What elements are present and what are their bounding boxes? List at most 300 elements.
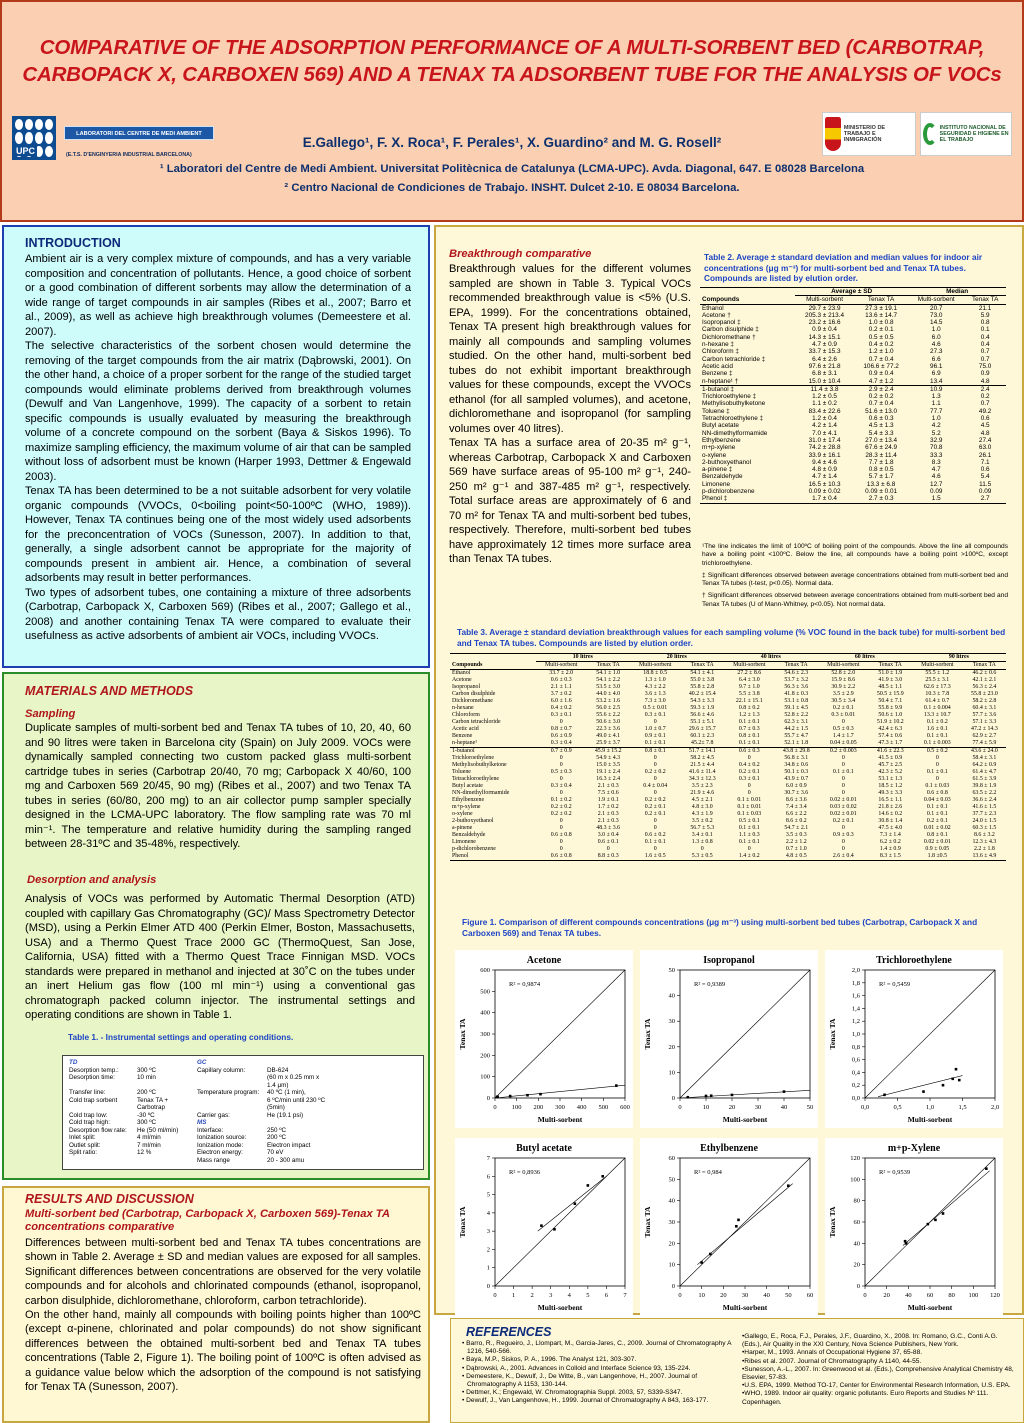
table-cell: 41.8 ± 0.3 xyxy=(784,691,809,697)
table-cell: 1.4 ± 0.2 xyxy=(738,853,760,859)
table1-td-label: Cold trap sorbent xyxy=(69,1096,118,1104)
y-tick-label: 20 xyxy=(853,1261,860,1269)
x-tick-label: 1 xyxy=(511,1292,516,1299)
introduction-text xyxy=(25,252,411,644)
data-point xyxy=(955,1068,958,1071)
table-row xyxy=(450,790,1006,797)
table-cell: 6.6 ± 2.2 xyxy=(785,811,807,817)
table-cell: 56.7 ± 5.3 xyxy=(690,825,715,831)
table-cell: 0.6 ± 0.9 xyxy=(550,733,572,739)
table-cell: 56.3 ± 2.4 xyxy=(972,684,997,690)
x-tick-label: 40 xyxy=(763,1292,770,1299)
table-cell: 37.7 ± 2.3 xyxy=(972,811,997,817)
table1-td-value: 300 ºC xyxy=(137,1066,157,1074)
y-tick-label: 20 xyxy=(668,1240,675,1248)
table-cell: 47.5 ± 4.0 xyxy=(878,825,903,831)
x-axis-label: Multi-sorbent xyxy=(907,1303,953,1312)
table-cell: 0 xyxy=(841,762,845,768)
reference-item: •U.S. EPA, 1999. Method TO-17, Center for Environmental Research Information, U.S. EPA. xyxy=(742,1382,1011,1390)
table-cell: 0.2 ± 0.1 xyxy=(832,705,854,711)
table-cell: 7.3 ± 1.4 xyxy=(879,832,901,838)
table-cell: 3.0 ± 0.4 xyxy=(597,832,619,838)
table-cell: 14.3 ± 15.1 xyxy=(808,333,841,341)
desorption-text: Analysis of VOCs was performed by Automatic Thermal Desorption (ATD) coupled with capillary Gas Chromatography (GC)/ Mass Spectrometry Detector (MSD), using a Perkin Elmer ATD 400 (Perkin Elmer, Boston, Massachusetts, USA) and a Thermo Quest Trace 2000 GC (ThermoQuest, San Jose, California, USA) fitted with a Thermo Quest Trace Finnigan MSD. VOCs standards were prepared in methanol and injected at 30˚C on the tubes under an inert Helium gas flow (100 ml min⁻¹) using a conventional gas chromatograph packed column injector. The instrumental settings and operating conditions are shown in Table 1. xyxy=(25,893,415,1021)
table-cell: 4.7 ± 1.4 xyxy=(812,473,837,481)
table2-note: ¹The line indicates the limit of 100ºC of boiling point of the compounds. Above the line all compounds have a boiling point <100ºC. Below the line, all compounds have a boiling point >100ºC, except trichloroethylene. xyxy=(702,543,1008,567)
methods-heading: MATERIALS AND METHODS xyxy=(25,684,194,698)
y-tick-label: 4 xyxy=(486,1209,490,1217)
table1-caption: Table 1. - Instrumental settings and operating conditions. xyxy=(68,1032,294,1042)
compound-name: Phenol ‡ xyxy=(702,495,728,503)
table3-col-ms: Multi-sorbent xyxy=(733,662,766,668)
table-row xyxy=(700,348,1006,355)
table1-ms-label: Ionization mode: xyxy=(197,1141,244,1149)
table3-col-tenax: Tenax TA xyxy=(690,662,714,668)
table-cell: 55.5 ± 1.2 xyxy=(925,670,950,676)
table-cell: 11.5 xyxy=(979,480,992,488)
table-cell: 16.5 ± 1.1 xyxy=(878,797,903,803)
table-cell: 3.6 ± 1.3 xyxy=(644,691,666,697)
table-row xyxy=(700,400,1006,407)
table-row xyxy=(450,776,1006,783)
chart-title: Butyl acetate xyxy=(516,1143,572,1154)
y-tick-label: 1,4 xyxy=(851,1005,860,1013)
table-cell: 57.1 ± 3.3 xyxy=(972,719,997,725)
table-cell: 32.9 xyxy=(930,436,943,444)
table-cell: 1.2 ± 0.4 xyxy=(812,415,837,423)
table-cell: 0 xyxy=(559,846,563,852)
table-row xyxy=(450,825,1006,832)
table-cell: 63.0 xyxy=(978,444,992,452)
table-cell: 3.5 ± 2.9 xyxy=(832,691,854,697)
table-cell: 33.7 ± 15.3 xyxy=(808,348,841,356)
intro-paragraph: Tenax TA has been determined to be a not suitable adsorbent for very volatile organic compounds (VVOCs, 0<boiling point<50-100ºC (WHO, 1989)). However, Tenax TA continues being one of the most widely used adsorbents for the preconcentration of VOCs (Sunesson, 2007). In addition to that, generally, a single adsorbent cannot be appropriate for the majority of compounds present in ambient air. Hence, a combination of several adsorbents may result in better performances. xyxy=(25,485,411,584)
table2-col-compounds: Compounds xyxy=(702,296,740,304)
table-cell: 0.03 ± 0.02 xyxy=(829,804,857,810)
table-cell: 0.09 ± 0.01 xyxy=(865,488,898,496)
compound-name: Dichloromethane xyxy=(452,698,493,704)
table-cell: 4.8 ± 0.5 xyxy=(785,853,807,859)
table-cell: 0.6 ± 0.8 xyxy=(926,790,948,796)
table-cell: 0.6 ± 0.8 xyxy=(550,832,572,838)
table-cell: 42.3 ± 5.2 xyxy=(878,769,903,775)
table-cell: 0.3 ± 0.01 xyxy=(831,712,856,718)
table-cell: 12.7 xyxy=(930,480,943,488)
table3-col-compounds: Compounds xyxy=(452,661,483,668)
table1-td-label: Split ratio: xyxy=(69,1149,97,1156)
y-tick-label: 300 xyxy=(480,1031,490,1038)
table-cell: 14.5 xyxy=(930,319,943,327)
table-cell: 97.6 ± 21.8 xyxy=(808,362,841,370)
table-cell: 53.7 ± 3.2 xyxy=(784,677,809,683)
table-cell: 0 xyxy=(841,825,845,831)
y-tick-label: 50 xyxy=(668,1176,675,1184)
table-cell: 51.6 ± 13.0 xyxy=(865,407,898,415)
table-cell: 45.9 ± 15.2 xyxy=(594,748,622,754)
table-cell: 0.04 ± 0.03 xyxy=(923,797,951,803)
table-cell: 59.1 ± 4.5 xyxy=(784,705,809,711)
table-row xyxy=(450,797,1006,804)
table-cell: 4.3 ± 1.9 xyxy=(691,811,713,817)
x-tick-label: 4 xyxy=(567,1292,571,1299)
table-cell: 15.0 ± 3.5 xyxy=(596,762,621,768)
table-cell: 0.1 ± 0.2 xyxy=(926,719,948,725)
table-cell: 45.2± 7.8 xyxy=(691,740,714,746)
table-cell: 13.4 xyxy=(930,377,943,385)
table2-group-median: Median xyxy=(908,288,1006,296)
data-point xyxy=(942,1084,945,1087)
y-tick-label: 2 xyxy=(486,1246,490,1254)
compound-name: n-heptane¹ xyxy=(452,740,477,746)
table-cell: 1.5 xyxy=(931,495,941,503)
table-cell: 22.3 ± 3.6 xyxy=(596,726,621,732)
spain-shield-icon xyxy=(825,117,841,151)
table-row xyxy=(700,356,1006,363)
table-cell: 50.4 ± 7.1 xyxy=(878,698,903,704)
table-cell: 0.1 ± 0.1 xyxy=(738,839,760,845)
table-cell: 48.3 ± 3.6 xyxy=(596,825,621,831)
table-cell: 4.5 ± 2.1 xyxy=(691,797,713,803)
y-axis-label: Tenax TA xyxy=(828,1206,837,1238)
table-row xyxy=(700,378,1006,386)
table-cell: 57.4 ± 0.6 xyxy=(878,733,903,739)
x-tick-label: 120 xyxy=(990,1292,1000,1299)
table-row xyxy=(700,370,1006,377)
table-cell: 96.1 xyxy=(930,362,943,370)
data-point xyxy=(509,1095,512,1098)
results-text xyxy=(25,1236,421,1394)
table-cell: 0.8 ± 0.2 xyxy=(738,705,760,711)
table1-td-label: Desorption time: xyxy=(69,1074,115,1081)
results-subheading: Multi-sorbent bed (Carbotrap, Carbopack X, Carboxen 569)-Tenax TA concentrations comparative xyxy=(25,1208,390,1233)
table-cell: 7.0 ± 4.1 xyxy=(812,429,837,437)
table-cell: 1.6 ± 0.1 xyxy=(926,726,948,732)
compound-name: Limonene xyxy=(702,480,731,488)
table-cell: 1.1 ± 0.3 xyxy=(738,832,760,838)
table-cell: 61.5 ± 3.9 xyxy=(972,776,997,782)
compound-name: Butyl acetate xyxy=(702,422,739,430)
table-cell: 0.4 ± 0.2 xyxy=(550,705,572,711)
table-cell: 1.7 ± 0.2 xyxy=(597,804,619,810)
table-row xyxy=(700,430,1006,437)
table2-group-average: Average ± SD xyxy=(795,288,908,296)
x-tick-label: 2 xyxy=(530,1292,534,1299)
reference-item: • Dąbrowski, A., 2001. Advances in Colloid and Interface Science 93, 135-224. xyxy=(462,1364,691,1372)
table-row xyxy=(450,853,1006,861)
table-cell: 60.3 ± 1.5 xyxy=(972,825,997,831)
table-cell: 58.2 ± 4.5 xyxy=(690,755,715,761)
chart-title: m+p-Xylene xyxy=(887,1143,941,1154)
sampling-text: Duplicate samples of multi-sorbent bed and Tenax TA tubes of 10, 20, 40, 60 and 90 litres were taken in Barcelona city (Spain) on July 2009. VOCs were dynamically sampled connecting two custom packed glass multi-sorbent cartridge tubes in series (Carbotrap 20/40, 70 mg; Carbopack X 40/60, 100 mg and Carboxen 569 20/45, 90 mg) (Ribes et al., 2007) and two Tenax TA tubes in series (60/80, 200 mg) to an air collector pump sampler specially designed in the LCMA-UPC laboratory. The flow sampling rate was 70 ml min⁻¹. The temperature and relative humidity during the sampling ranged between 28-31ºC and 35-48%, respectively. xyxy=(25,722,411,850)
table-cell: 0.8 ± 0.1 xyxy=(926,832,948,838)
table-cell: 0 xyxy=(606,846,610,852)
compound-name: Chloroform xyxy=(452,712,480,718)
table-cell: 10.3 ± 7.8 xyxy=(925,691,950,697)
table-row xyxy=(700,319,1006,326)
table-cell: 12.3 ± 4.3 xyxy=(972,839,997,845)
table1-ms-label: Electron energy: xyxy=(197,1149,243,1156)
table2-notes xyxy=(702,543,1008,609)
table-cell: 24.0 ± 1.5 xyxy=(972,818,997,824)
table-cell: 0.1 ± 0.1 xyxy=(832,769,854,775)
table-cell: 0.1 ± 0.1 xyxy=(644,839,666,845)
results-heading: RESULTS AND DISCUSSION xyxy=(25,1192,194,1206)
intro-paragraph: The selective characteristics of the sorbent chosen would determine the removing of the target compounds from the air matrix (Dąbrowski, 2001). On the other hand, a choice of a proper sorbent for the range of the studied target compounds would eliminate problems derived from breakthrough volumes (Dewulf and Van Langenhove, 1999). The capacity of a sorbent to retain specific compounds is usually evaluated by measuring the breakthrough volume of a concrete compound on the sorbent (Baya & Siskos 1996). To maximize sampling efficiency, the maximum volume of air that can be sampled without loss of adsorbent must be known (Harper 1993, Dettmer & Engewald 2003). xyxy=(25,340,411,483)
sampling-heading: Sampling xyxy=(25,708,76,720)
data-point xyxy=(958,1079,961,1082)
y-tick-label: 30 xyxy=(668,1219,675,1226)
table-row xyxy=(450,726,1006,733)
data-point xyxy=(687,1096,690,1099)
table-cell: 2.1 ± 0.3 xyxy=(597,783,619,789)
table-cell: 0 xyxy=(841,755,845,761)
data-point xyxy=(787,1184,790,1187)
table-cell: 63.5 ± 2.2 xyxy=(972,790,997,796)
y-tick-label: 0,8 xyxy=(851,1043,860,1051)
table-cell: 52.8 ± 2.2 xyxy=(784,712,809,718)
table-cell: 56.6 ± 4.6 xyxy=(690,712,715,718)
table-cell: 3.7 ± 0.2 xyxy=(550,691,572,697)
reference-item: • Demeestere, K., Dewulf, J., De Witte, B., van Langenhove, H., 2007. Journal of Chromatography A 1153, 130-144. xyxy=(462,1372,698,1389)
table-cell: 40.2 ± 15.4 xyxy=(688,691,716,697)
table-cell: 75.0 xyxy=(978,362,992,370)
compound-name: Carbon tetrachloride ‡ xyxy=(702,355,766,363)
table-cell: 1.6 ± 0.5 xyxy=(644,853,666,859)
table-row xyxy=(450,719,1006,726)
table-cell: 5.4 xyxy=(980,473,990,481)
x-tick-label: 3 xyxy=(549,1292,553,1299)
table-cell: 0.6 ± 0.3 xyxy=(550,677,572,683)
table-cell: 21.1 xyxy=(978,304,992,312)
table-cell: 0.2 ± 0.1 xyxy=(644,804,666,810)
y-tick-label: 3 xyxy=(486,1228,490,1236)
table2-col-tenax: Tenax TA xyxy=(971,296,999,304)
table-row xyxy=(700,422,1006,429)
compound-name: n-hexane ‡ xyxy=(702,341,734,349)
table-cell: 55.0 ± 3.8 xyxy=(690,677,715,683)
table-cell: 53.1 ± 1.3 xyxy=(878,776,903,782)
table-cell: 0.8 ± 0.5 xyxy=(868,466,894,474)
table1-td-label: Desorption flow rate: xyxy=(69,1126,127,1134)
table2-col-tenax: Tenax TA xyxy=(867,296,895,304)
table-cell: 54.9 ± 4.3 xyxy=(596,755,621,761)
table-cell: 0.1 ± 0.01 xyxy=(737,797,762,803)
introduction-heading: INTRODUCTION xyxy=(25,236,121,250)
table-cell: 43.8 ± 29.8 xyxy=(782,748,810,754)
table-cell: 4.3 ± 2.2 xyxy=(644,684,666,690)
compound-name: Tetrachloroethylene xyxy=(452,776,500,782)
table-cell: 50.1 ± 0.3 xyxy=(784,769,809,775)
table-cell: 0.5 ± 0.01 xyxy=(643,705,668,711)
table-row xyxy=(700,473,1006,480)
table-cell: 7.4 ± 3.4 xyxy=(785,804,807,810)
table-cell: 205.3 ± 213.4 xyxy=(805,311,845,319)
table-cell: 0 xyxy=(559,790,563,796)
table-cell: 0.1 ± 0.01 xyxy=(737,804,762,810)
x-tick-label: 300 xyxy=(555,1104,565,1111)
table-cell: 25.5 ± 3.1 xyxy=(925,677,950,683)
table-cell: 0.5 ± 0.3 xyxy=(832,726,854,732)
table-cell: 41.5 ± 0.9 xyxy=(878,755,903,761)
table-cell: 4.6 xyxy=(931,341,941,349)
table-row xyxy=(700,452,1006,459)
table-cell: 4.2 ± 1.4 xyxy=(812,422,837,430)
x-tick-label: 600 xyxy=(620,1104,630,1111)
table-cell: 0.02 ± 0.01 xyxy=(829,811,857,817)
table-cell: 74.2 ± 28.8 xyxy=(808,444,841,452)
table-cell: 4.7 xyxy=(931,466,941,474)
chart-svg xyxy=(455,950,633,1128)
table-cell: 33.3 xyxy=(930,451,943,459)
table-cell: 55.7 ± 4.7 xyxy=(784,733,809,739)
compound-name: Limonene xyxy=(452,839,476,845)
x-tick-label: 20 xyxy=(720,1292,727,1299)
table-cell: 0 xyxy=(700,846,704,852)
table1-gc-value: (60 m x 0.25 mm x 1.4 μm) xyxy=(267,1074,320,1089)
x-axis-label: Multi-sorbent xyxy=(722,1303,768,1312)
table1-td-label: Inlet split: xyxy=(69,1134,96,1141)
table-row xyxy=(700,481,1006,488)
r-squared-label: R² = 0,984 xyxy=(694,1169,722,1176)
table-cell: 0.1 ± 0.03 xyxy=(925,783,950,789)
table-row xyxy=(700,444,1006,451)
table-row xyxy=(450,846,1006,853)
compound-name: NN-dimethylformamide xyxy=(452,790,510,796)
compound-name: Trichloroethylene xyxy=(452,755,494,761)
table-cell: 41.9 ± 3.0 xyxy=(878,677,903,683)
compound-name: 1-butanol ‡ xyxy=(702,385,734,393)
table-cell: 1.0 ± 0.8 xyxy=(868,319,894,327)
table-row xyxy=(450,769,1006,776)
table-cell: 58.4 ± 3.1 xyxy=(972,755,997,761)
table-cell: 0.1 ± 0.03 xyxy=(737,811,762,817)
table-cell: 77.4 ± 5.9 xyxy=(972,740,997,746)
table-cell: 8.3 xyxy=(931,458,941,466)
table-cell: 54.6 ± 2.3 xyxy=(784,670,809,676)
table-cell: 0 xyxy=(653,776,657,782)
table1-ms-label: Ionization source: xyxy=(197,1134,247,1141)
table-cell: 2.2 ± 1.8 xyxy=(973,846,995,852)
table-cell: 0.3 ± 0.4 xyxy=(550,783,572,789)
table-cell: 5.4 ± 3.3 xyxy=(868,429,894,437)
table-cell: 4.8 xyxy=(980,429,990,437)
table-cell: 18.5 ± 1.2 xyxy=(878,783,903,789)
table-cell: 30.5 ± 3.4 xyxy=(831,698,856,704)
table3-col-tenax: Tenax TA xyxy=(784,662,808,668)
table-cell: 6.0 xyxy=(931,333,941,341)
table-cell: 0.1 ± 0.1 xyxy=(738,740,760,746)
table-cell: 2.6 ± 0.4 xyxy=(832,853,854,859)
table-cell: 0.6 ± 0.3 xyxy=(738,748,760,754)
table-row xyxy=(700,385,1006,393)
table-cell: 5.2 xyxy=(931,429,941,437)
table-cell: 30.8 ± 1.4 xyxy=(878,818,903,824)
table-cell: 83.4 ± 22.6 xyxy=(808,407,841,415)
table-cell: 31.0 ± 17.4 xyxy=(808,436,841,444)
table-cell: 0.5 ± 0.5 xyxy=(868,333,894,341)
data-point xyxy=(883,1094,886,1097)
compound-name: Carbon disulphide xyxy=(452,691,496,697)
table-cell: 0 xyxy=(653,846,657,852)
table-cell: 51.7 ± 14.1 xyxy=(688,748,716,754)
table-cell: 0 xyxy=(559,719,563,725)
table-cell: 0 xyxy=(935,762,939,768)
table-cell: 45.7 ± 2.5 xyxy=(878,762,903,768)
table-cell: 4.5 xyxy=(980,422,990,430)
table-cell: 49.3 ± 3.3 xyxy=(878,790,903,796)
table-cell: 0.9 ± 0.4 xyxy=(812,326,837,334)
table-cell: 0.1 ± 0.1 xyxy=(644,740,666,746)
x-axis-label: Multi-sorbent xyxy=(722,1115,768,1124)
x-axis-label: Multi-sorbent xyxy=(907,1115,953,1124)
table-row xyxy=(450,762,1006,769)
compound-name: n-hexane xyxy=(452,705,474,711)
chart-svg xyxy=(640,950,818,1128)
scatter-chart xyxy=(640,1138,818,1316)
table3-col-ms: Multi-sorbent xyxy=(545,662,578,668)
affiliation-1: ¹ Laboratori del Centre de Medi Ambient. Universitat Politècnica de Catalunya (LCMA-UPC). Avda. Diagonal, 647. E 08028 Barcelona xyxy=(159,163,865,175)
compound-name: Isopropanol xyxy=(452,684,481,690)
table-cell: 5.5 ± 3.8 xyxy=(738,691,760,697)
compound-name: Isopropanol ‡ xyxy=(702,319,741,327)
table-cell: 0 xyxy=(841,783,845,789)
table1-td-label: Cold trap low: xyxy=(69,1111,108,1119)
compound-name: Methylisobuthylketone xyxy=(702,400,766,408)
breakthrough-paragraph: Tenax TA has a surface area of 20-35 m² g⁻¹, whereas Carbotrap, Carbopack X and Carboxen 569 have surface areas of 95-100 m² g⁻¹, 240-250 m² g⁻¹ and 387-485 m² g⁻¹, respectively. Total surface areas are approximately of 6 and 70 m² for Tenax TA and multi-sorbent bed tubes, respectively. Therefore, multi-sorbent bed tubes have approximately 12 times more surface area than Tenax TA tubes. xyxy=(449,437,691,565)
upc-label: UPC xyxy=(16,146,36,156)
table-cell: 9.4 ± 4.6 xyxy=(812,458,837,466)
table-cell: 0.8 ± 0.1 xyxy=(644,748,666,754)
x-tick-label: 40 xyxy=(905,1292,912,1299)
table1-td-value: 10 min xyxy=(137,1074,156,1081)
compound-name: Ethylbenzene xyxy=(702,436,741,444)
table-cell: 0.1 ± 0.1 xyxy=(926,769,948,775)
table-cell: 41.6 ± 11.4 xyxy=(688,769,716,775)
table2 xyxy=(700,287,1006,504)
table-cell: 0.7 ± 0.4 xyxy=(868,400,894,408)
data-point xyxy=(615,1084,618,1087)
table-cell: 0.2 ± 0.1 xyxy=(832,818,854,824)
table3-col-tenax: Tenax TA xyxy=(972,662,996,668)
table-cell: 8.8 ± 0.3 xyxy=(597,853,619,859)
table-cell: 21.5 ± 4.4 xyxy=(690,762,715,768)
table1-ms-value: Electron impact xyxy=(267,1141,311,1149)
table1-gc-label: Capillary column: xyxy=(197,1066,246,1074)
y-tick-label: 100 xyxy=(480,1073,490,1081)
table-cell: 8.6 ± 3.2 xyxy=(973,832,995,838)
table-cell: 33.7 ± 2.0 xyxy=(549,670,574,676)
table2-caption: Table 2. Average ± standard deviation and median values for indoor air concentrations (μg m⁻³) for multi-sorbent bed and Tenax TA tubes. Compounds are listed by elution order. xyxy=(704,252,983,283)
table-cell: 22.1 ± 15.1 xyxy=(735,698,763,704)
y-tick-label: 50 xyxy=(668,967,675,974)
table-cell: 54.7 ± 2.1 xyxy=(784,825,809,831)
table3-col-tenax: Tenax TA xyxy=(596,662,620,668)
y-tick-label: 0 xyxy=(856,1283,860,1290)
compound-name: Carbon disulphide ‡ xyxy=(702,326,759,334)
table-cell: 6.8 ± 3.1 xyxy=(812,370,837,378)
data-point xyxy=(731,1094,734,1097)
table-cell: 0.7 ± 0.4 xyxy=(868,355,894,363)
table-cell: 62.9 ± 2.7 xyxy=(972,733,997,739)
x-tick-label: 30 xyxy=(741,1292,749,1299)
insht-icon xyxy=(923,123,937,145)
references-heading: REFERENCES xyxy=(466,1325,552,1339)
table-cell: 6.9 xyxy=(931,370,941,378)
data-point xyxy=(951,1078,954,1081)
table-cell: 0.9 ± 0.3 xyxy=(832,832,854,838)
compound-name: Tetrachloroethylene ‡ xyxy=(702,415,764,423)
y-tick-label: 0,0 xyxy=(851,1095,860,1102)
